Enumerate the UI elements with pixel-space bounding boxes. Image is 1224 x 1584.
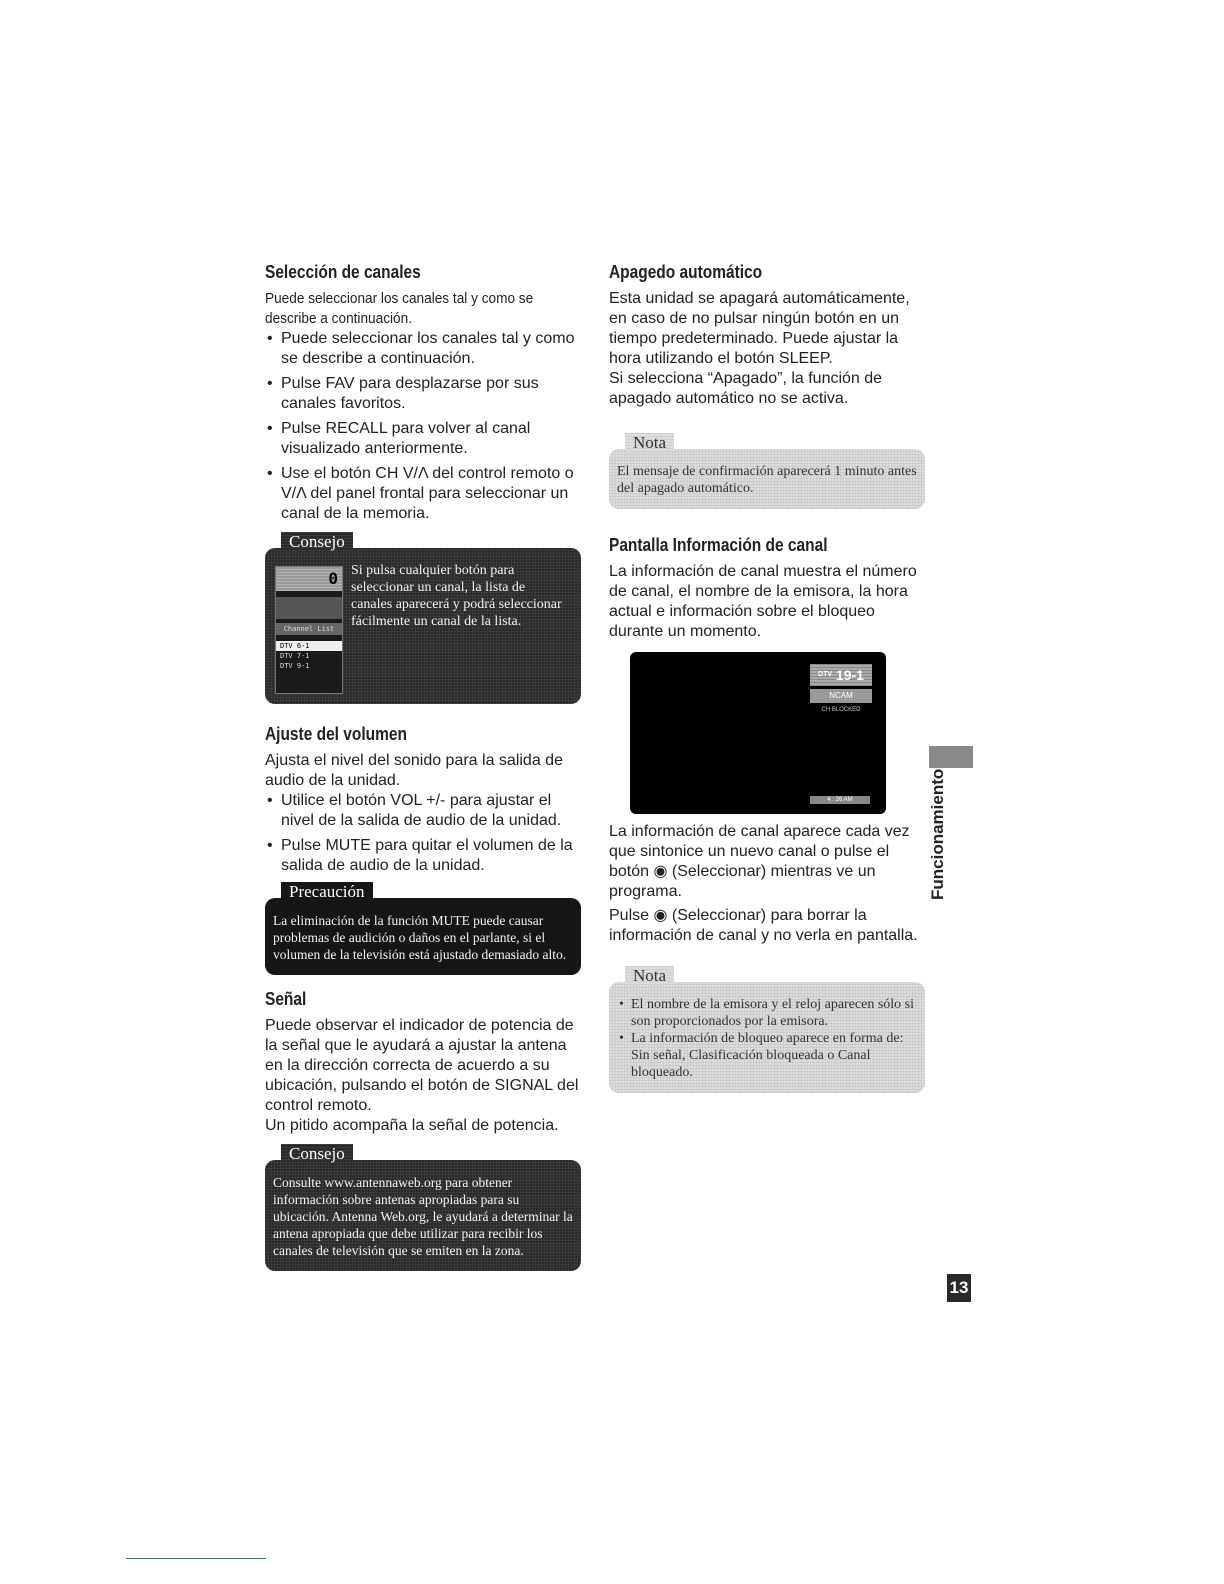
apagado-text-2: Si selecciona “Apagado”, la función de apagado automático no se activa. <box>609 370 883 407</box>
list-item: • Pulse RECALL para volver al canal visualizado anteriormente. <box>265 419 581 459</box>
nota-apagado-text: El mensaje de confirmación aparecerá 1 minuto antes del apagado automático. <box>617 464 917 496</box>
consejo-box-antenna <box>265 1144 581 1271</box>
section-title-apagado: Apagedo automático <box>609 262 763 282</box>
section-side-label: Funcionamiento <box>928 768 947 900</box>
seleccion-bullets <box>265 329 581 524</box>
nota-tag: Nota <box>625 433 674 452</box>
section-title-senal: Señal <box>265 989 307 1009</box>
precaucion-box <box>265 882 581 975</box>
footer-rule <box>126 1558 266 1559</box>
info-text-2: La información de canal aparece cada vez que sintonice un nuevo canal o pulse el botón ◉ (Seleccionar) mientras ve un programa. <box>609 823 910 900</box>
consejo-tag: Consejo <box>281 1144 353 1163</box>
channel-bar <box>276 597 342 619</box>
precaucion-tag: Precaución <box>281 882 373 901</box>
list-item: • Utilice el botón VOL +/- para ajustar el nivel de la salida de audio de la unidad. <box>265 791 581 831</box>
consejo-tag: Consejo <box>281 532 353 551</box>
list-item: • Use el botón CH V/Λ del control remoto o V/Λ del panel frontal para seleccionar un canal de la memoria. <box>265 464 581 524</box>
channel-list-item: DTV 7-1 <box>280 652 310 660</box>
left-column <box>265 262 581 1271</box>
nota-box-apagado <box>609 433 925 509</box>
list-item: • El nombre de la emisora y el reloj aparecen sólo si son proporcionados por la emisora. <box>617 996 917 1030</box>
senal-text-2: Un pitido acompaña la señal de potencia. <box>265 1117 559 1134</box>
page-number: 13 <box>947 1274 971 1302</box>
channel-number: 19-1 <box>835 667 864 683</box>
clock-display: 4 : 26 AM <box>810 796 870 804</box>
volumen-intro: Ajusta el nivel del sonido para la salida de audio de la unidad. <box>265 752 563 789</box>
nota-tag: Nota <box>625 966 674 985</box>
section-title-info: Pantalla Información de canal <box>609 535 828 555</box>
block-status: CH BLOCKED <box>821 707 861 713</box>
channel-list-illustration <box>275 566 343 694</box>
rating-badge: NCAM <box>810 689 872 703</box>
consejo-antenna-text: Consulte www.antennaweb.org para obtener información sobre antenas apropiadas para su ubicación. Antenna Web.org, le ayudará a determinar la antena apropiada que debe utilizar para recibir los canales de televisión que se emiten en la zona. <box>273 1175 573 1258</box>
volumen-bullets <box>265 791 581 876</box>
list-item: • Puede seleccionar los canales tal y como se describe a continuación. <box>265 329 581 369</box>
apagado-text: Esta unidad se apagará automáticamente, en caso de no pulsar ningún botón en un tiempo predeterminado. Puede ajustar la hora utilizando el botón SLEEP. <box>609 290 910 367</box>
list-item: • La información de bloqueo aparece en forma de: Sin señal, Clasificación bloqueada o Canal bloqueado. <box>617 1030 917 1081</box>
channel-list-item: DTV 9-1 <box>280 662 310 670</box>
channel-number: 0 <box>276 567 342 591</box>
precaucion-text: La eliminación de la función MUTE puede causar problemas de audición o daños en el parlante, si el volumen de la televisión está ajustado demasiado alto. <box>273 913 567 962</box>
channel-badge <box>810 664 872 686</box>
info-text: La información de canal muestra el número de canal, el nombre de la emisora, la hora actual e información sobre el bloqueo durante un momento. <box>609 563 917 640</box>
consejo-text: Si pulsa cualquier botón para seleccionar un canal, la lista de canales aparecerá y podrá seleccionar fácilmente un canal de la lista. <box>351 563 562 629</box>
section-tab-marker <box>929 746 973 768</box>
nota-info-bullets <box>617 996 917 1081</box>
list-item: • Pulse FAV para desplazarse por sus canales favoritos. <box>265 374 581 414</box>
channel-banner <box>810 664 872 713</box>
channel-list-title: Channel List <box>276 623 342 635</box>
consejo-box-channel-list <box>265 532 581 704</box>
list-item: • Pulse MUTE para quitar el volumen de la salida de audio de la unidad. <box>265 836 581 876</box>
nota-box-info <box>609 966 925 1093</box>
seleccion-intro: Puede seleccionar los canales tal y como se describe a continuación. <box>265 291 534 327</box>
senal-text: Puede observar el indicador de potencia de la señal que le ayudará a ajustar la antena en la dirección correcta de acuerdo a su ubicación, pulsando el botón de SIGNAL del control remoto. <box>265 1017 579 1114</box>
channel-info-screen <box>630 652 886 814</box>
channel-prefix: DTV <box>818 671 833 678</box>
channel-list-item: DTV 6-1 <box>276 641 342 651</box>
info-text-3: Pulse ◉ (Seleccionar) para borrar la información de canal y no verla en pantalla. <box>609 907 918 944</box>
section-title-seleccion: Selección de canales <box>265 262 421 282</box>
section-title-volumen: Ajuste del volumen <box>265 724 407 744</box>
